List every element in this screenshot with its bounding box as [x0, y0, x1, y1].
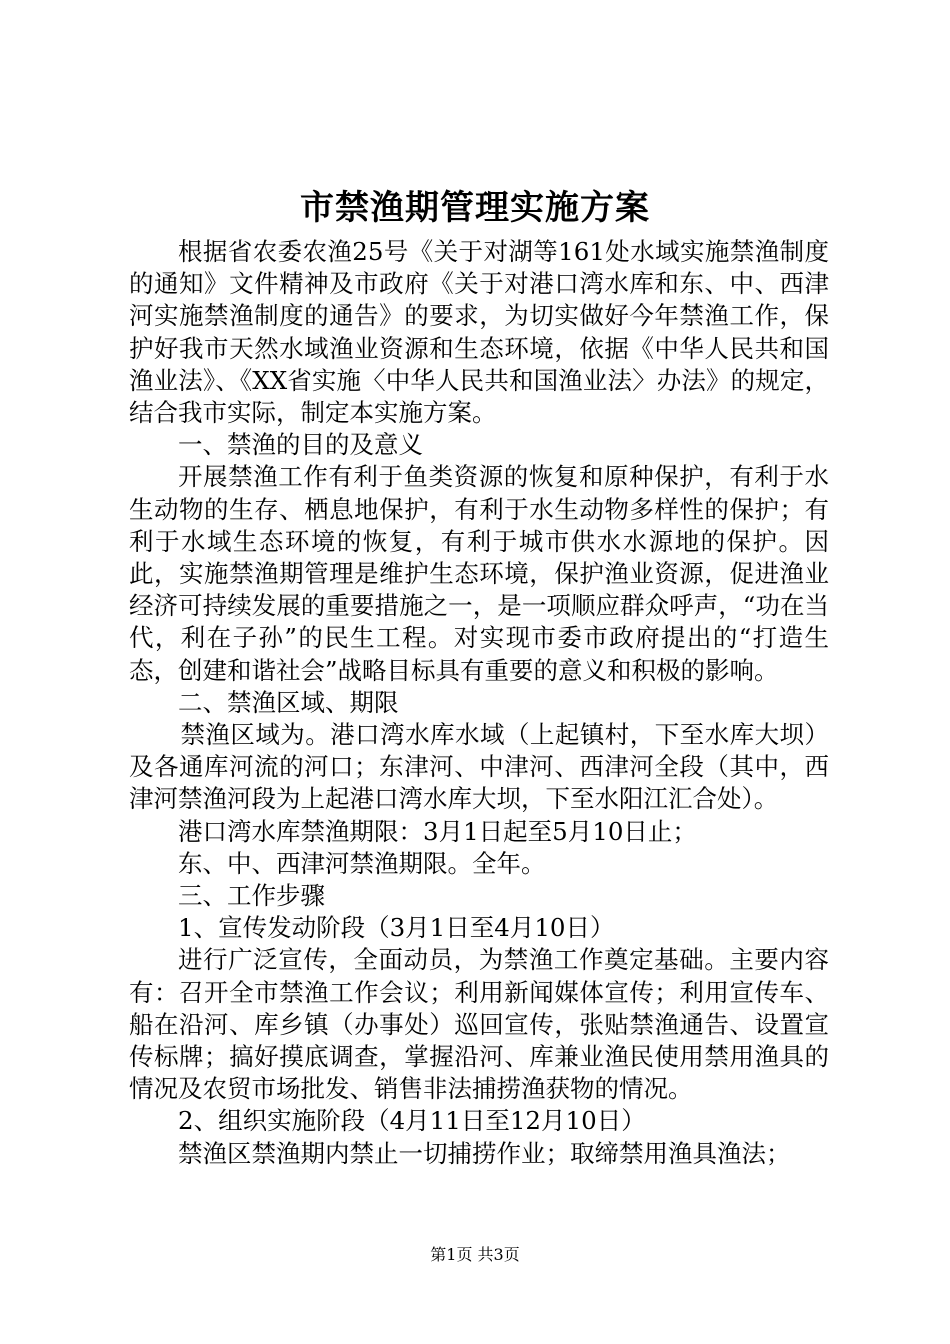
intro-paragraph: 根据省农委农渔25号《关于对湖等161处水域实施禁渔制度的通知》文件精神及市政府《关于对港口湾水库和东、中、西津河实施禁渔制度的通告》的要求，为切实做好今年禁渔工作，保护好我市天然水域渔业资源和生态环境，依据《中华人民共和国渔业法》、《XX省实施〈中华人民共和国渔业法〉办法》的规定，结合我市实际，制定本实施方案。 — [129, 237, 829, 428]
body-paragraph: 禁渔区域为。港口湾水库水域（上起镇村，下至水库大坝）及各通库河流的河口；东津河、中津河、西津河全段（其中，西津河禁渔河段为上起港口湾水库大坝，下至水阳江汇合处）。 — [129, 720, 829, 814]
body-paragraph: 开展禁渔工作有利于鱼类资源的恢复和原种保护，有利于水生动物的生存、栖息地保护，有利于水生动物多样性的保护；有利于水域生态环境的恢复，有利于城市供水水源地的保护。因此，实施禁渔期管理是维护生态环境，保护渔业资源，促进渔业经济可持续发展的重要措施之一，是一项顺应群众呼声，“功在当代，利在子孙”的民生工程。对实现市委市政府提出的“打造生态，创建和谐社会”战略目标具有重要的意义和积极的影响。 — [129, 462, 829, 685]
document-title: 市禁渔期管理实施方案 — [300, 188, 650, 228]
section-heading: 一、禁渔的目的及意义 — [178, 430, 423, 460]
body-paragraph: 禁渔区禁渔期内禁止一切捕捞作业；取缔禁用渔具渔法； — [178, 1138, 791, 1168]
document-body — [129, 236, 829, 1170]
body-paragraph: 港口湾水库禁渔期限：3月1日起至5月10日止； — [178, 816, 697, 846]
subsection-heading: 2、组织实施阶段（4月11日至12月10日） — [178, 1106, 646, 1136]
subsection-heading: 1、宣传发动阶段（3月1日至4月10日） — [178, 913, 615, 943]
body-paragraph: 进行广泛宣传，全面动员，为禁渔工作奠定基础。主要内容有：召开全市禁渔工作会议；利用新闻媒体宣传；利用宣传车、船在沿河、库乡镇（办事处）巡回宣传，张贴禁渔通告、设置宣传标牌；搞好摸底调查，掌握沿河、库兼业渔民使用禁用渔具的情况及农贸市场批发、销售非法捕捞渔获物的情况。 — [129, 945, 829, 1104]
body-paragraph: 东、中、西津河禁渔期限。全年。 — [178, 848, 546, 878]
section-heading: 三、工作步骤 — [178, 881, 325, 911]
page-footer: 第1页 共3页 — [430, 1245, 520, 1264]
section-heading: 二、禁渔区域、期限 — [178, 687, 399, 717]
